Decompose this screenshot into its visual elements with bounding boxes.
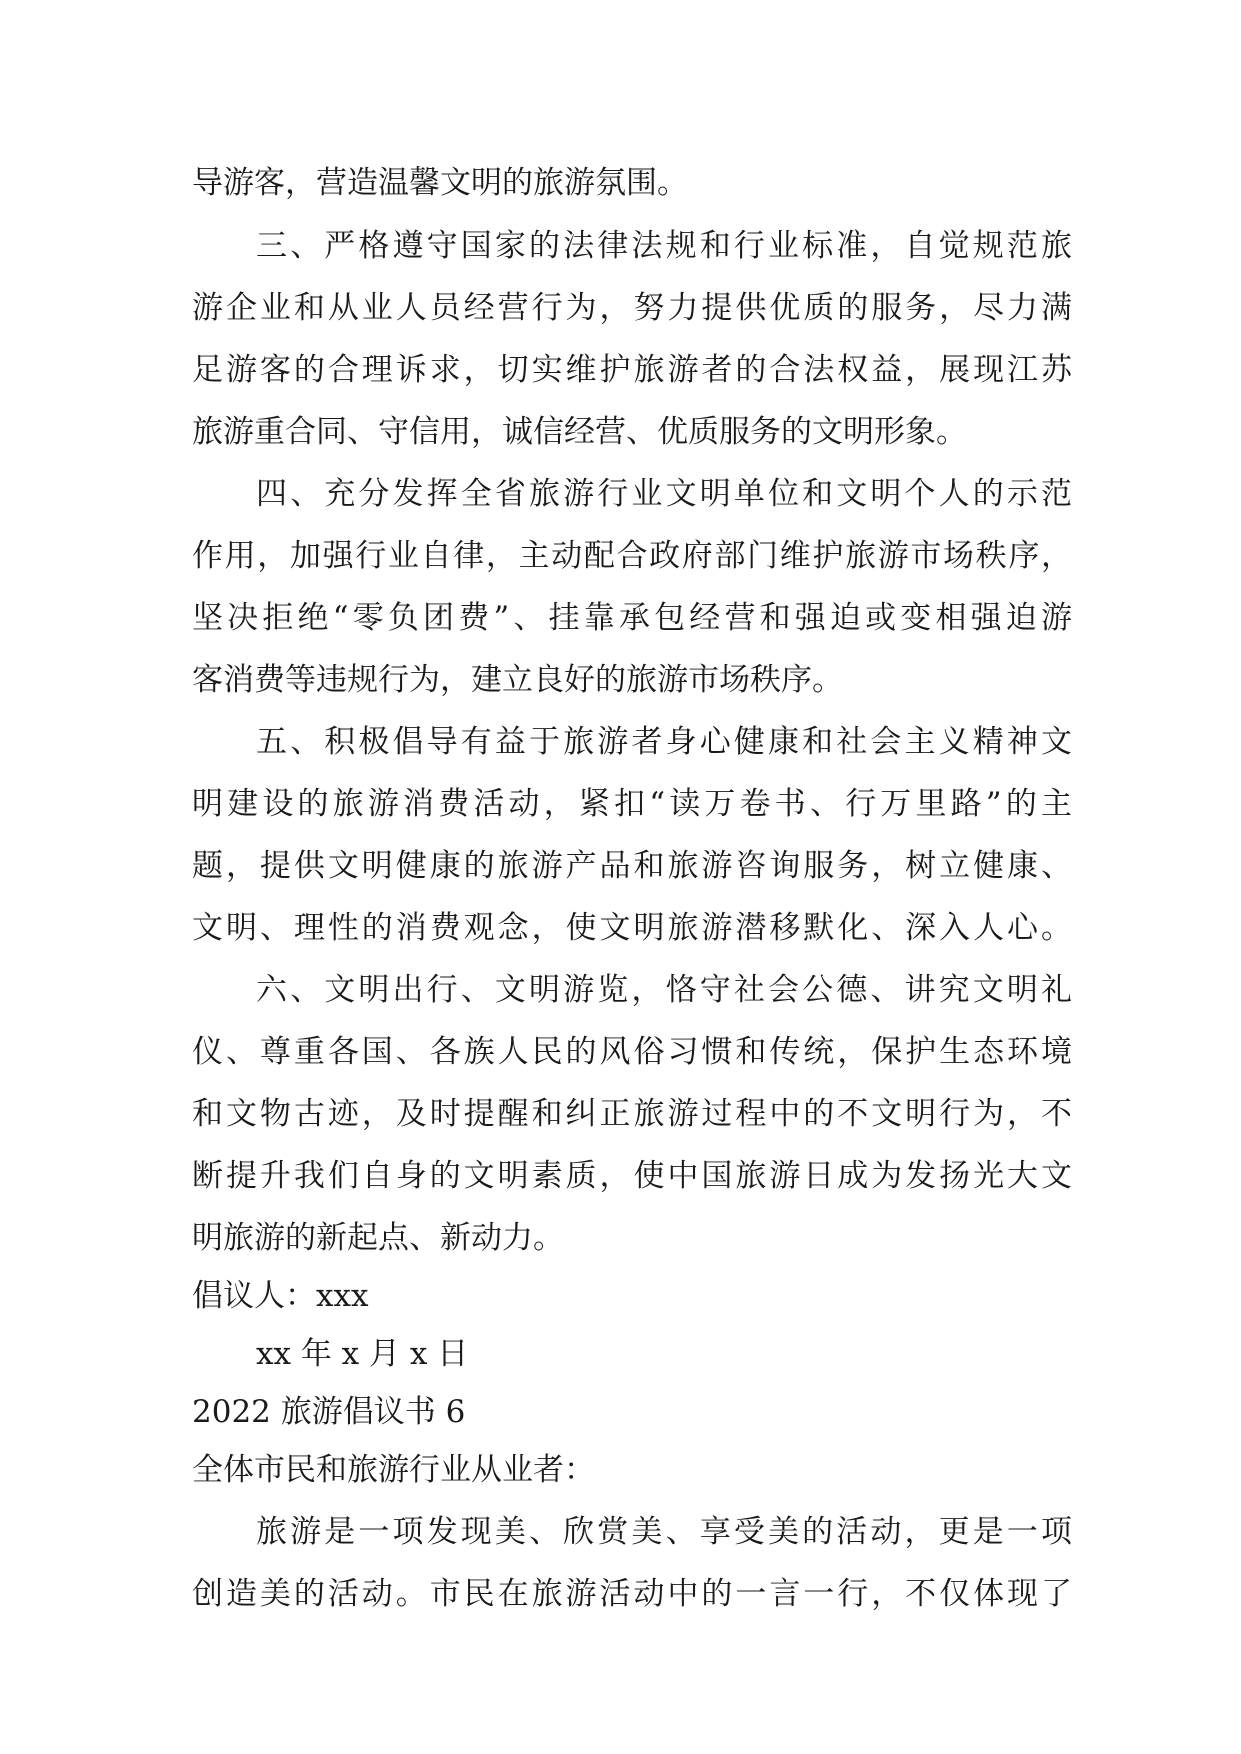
paragraph-line: 旅游是一项发现美、欣赏美、享受美的活动，更是一项: [256, 1514, 1072, 1550]
paragraph-line: 作用，加强行业自律，主动配合政府部门维护旅游市场秩序，: [192, 538, 1072, 574]
date-line: xx 年 x 月 x 日: [256, 1336, 469, 1372]
paragraph-line: 明建设的旅游消费活动，紧扣“读万卷书、行万里路”的主: [192, 786, 1072, 822]
paragraph-line: 和文物古迹，及时提醒和纠正旅游过程中的不文明行为，不: [192, 1096, 1072, 1132]
paragraph-line: 创造美的活动。市民在旅游活动中的一言一行，不仅体现了: [192, 1576, 1072, 1612]
paragraph-line: 五、积极倡导有益于旅游者身心健康和社会主义精神文: [256, 724, 1072, 760]
paragraph-line: 断提升我们自身的文明素质，使中国旅游日成为发扬光大文: [192, 1158, 1072, 1194]
signatory-line: 倡议人：xxx: [192, 1278, 369, 1314]
paragraph-line: 客消费等违规行为，建立良好的旅游市场秩序。: [192, 662, 843, 698]
paragraph-line: 六、文明出行、文明游览，恪守社会公德、讲究文明礼: [256, 972, 1072, 1008]
paragraph-line: 坚决拒绝“零负团费”、挂靠承包经营和强迫或变相强迫游: [192, 600, 1072, 636]
salutation-line: 全体市民和旅游行业从业者：: [192, 1452, 595, 1488]
paragraph-line: 游企业和从业人员经营行为，努力提供优质的服务，尽力满: [192, 290, 1072, 326]
paragraph-line: 仪、尊重各国、各族人民的风俗习惯和传统，保护生态环境: [192, 1034, 1072, 1070]
section-heading: 2022 旅游倡议书 6: [192, 1394, 466, 1430]
paragraph-line: 导游客，营造温馨文明的旅游氛围。: [192, 165, 688, 201]
paragraph-line: 明旅游的新起点、新动力。: [192, 1220, 564, 1256]
paragraph-line: 四、充分发挥全省旅游行业文明单位和文明个人的示范: [256, 476, 1072, 512]
paragraph-line: 三、严格遵守国家的法律法规和行业标准，自觉规范旅: [256, 228, 1072, 264]
paragraph-line: 旅游重合同、守信用，诚信经营、优质服务的文明形象。: [192, 414, 967, 450]
paragraph-line: 足游客的合理诉求，切实维护旅游者的合法权益，展现江苏: [192, 352, 1072, 388]
paragraph-line: 题，提供文明健康的旅游产品和旅游咨询服务，树立健康、: [192, 848, 1072, 884]
paragraph-line: 文明、理性的消费观念，使文明旅游潜移默化、深入人心。: [192, 910, 1072, 946]
